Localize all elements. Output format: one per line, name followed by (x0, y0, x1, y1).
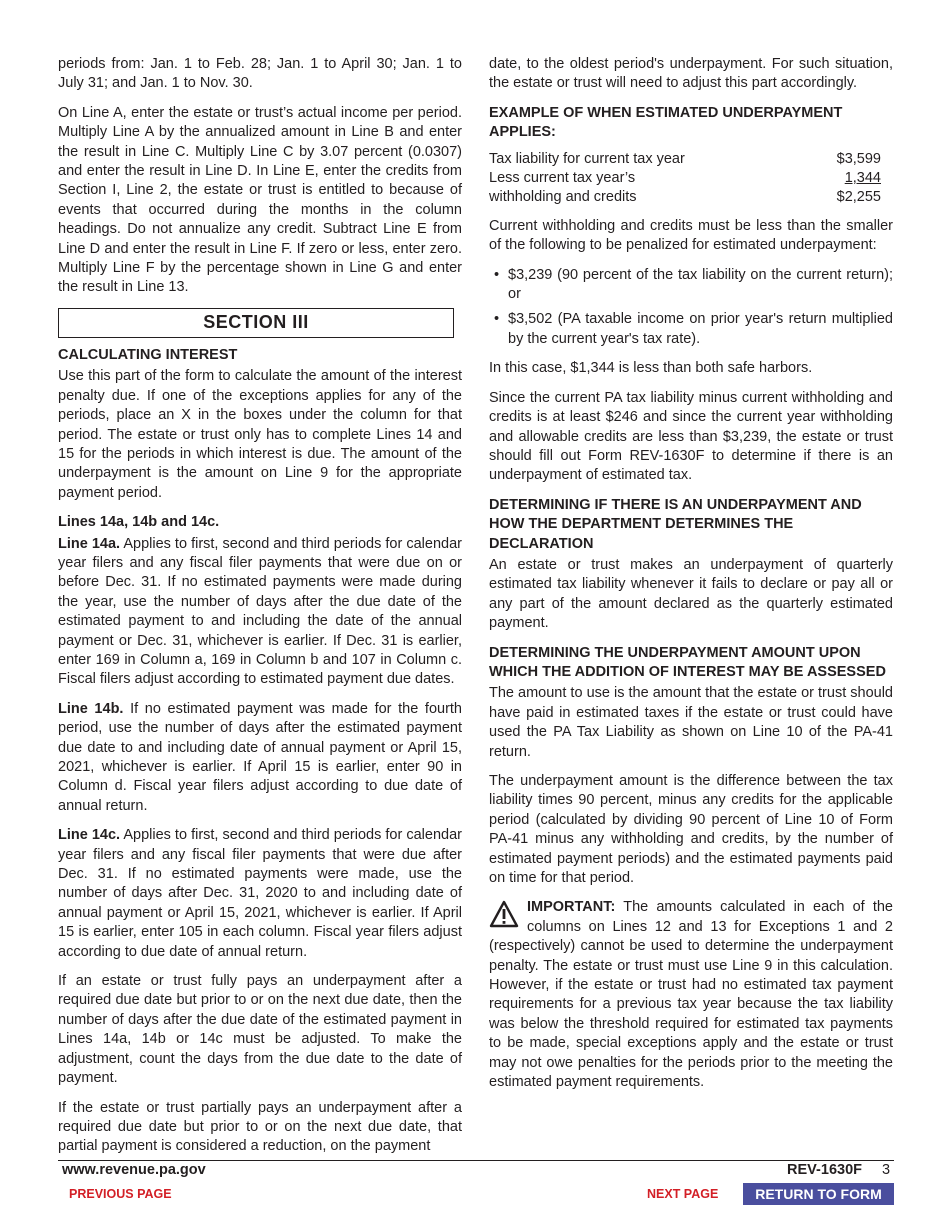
example-label: withholding and credits (489, 189, 637, 206)
intro-paragraph-2: On Line A, enter the estate or trust’s actual income per period. Multiply Line A by the annualized amount in Line B and enter the result in Line C. Multiply Line C by 3.07 percent (0.0307) and enter the result in Line D. In Line E, enter the credits from Section I, Line 2, the estate or trust is entitled to because of events that occurred during the months in the column headings. Do not annualize any credit. Subtract Line E from Line D and enter the result in Line F. If zero or less, enter zero. Multiply Line F by the percentage shown in Line G and enter the result in Line 13. (58, 104, 462, 296)
return-to-form-button[interactable]: RETURN TO FORM (743, 1183, 894, 1205)
since-paragraph: Since the current PA tax liability minus current withholding and credits is at least $246 and since the current year withholding and allowable credits are less than $3,239, the estate or trust should fill out Form REV-1630F to determine if there is an underpayment of estimated tax. (489, 389, 893, 484)
calculating-interest-paragraph: Use this part of the form to calculate the amount of the interest penalty due. If one of the exceptions applies for any of the periods, place an X in the boxes under the column for that period. The estate or trust only has to complete Lines 14 and 15 for the periods in which interest is due. The amount of the underpayment is the amount on Line 9 for the appropriate payment period. (58, 368, 462, 501)
underpayment-amount-paragraph-1: The amount to use is the amount that the estate or trust should have paid in estimated taxes if the estate or trust could have used the PA Tax Liability as shown on Line 10 of the PA-41 return. (489, 685, 893, 760)
line-14a-label: Line 14a. (58, 535, 121, 552)
example-table (489, 150, 881, 208)
lines-14-heading: Lines 14a, 14b and 14c. (58, 514, 220, 531)
fully-pays-paragraph: If an estate or trust fully pays an underpayment after a required due date but prior to or on the next due date, then the number of days after the due date of the estimated payment in Lines 14a, 14b or 14c must be adjusted. To make the adjustment, count the days from the due date to the date of payment. (58, 973, 462, 1087)
important-note (489, 898, 893, 1092)
list-item-text: $3,502 (PA taxable income on prior year's return multiplied by the current year's tax rate). (508, 311, 893, 347)
footer-divider (58, 1160, 894, 1161)
next-page-link[interactable]: NEXT PAGE (647, 1187, 719, 1201)
safe-harbor-list (489, 266, 893, 350)
form-id: REV-1630F (787, 1162, 862, 1178)
list-item (489, 310, 893, 349)
underpayment-amount-heading: DETERMINING THE UNDERPAYMENT AMOUNT UPON WHICH THE ADDITION OF INTEREST MAY BE ASSESSED (489, 644, 886, 680)
example-amount: 1,344 (844, 170, 881, 187)
line-14c-text: Applies to first, second and third periods for calendar year filers and any fiscal filer payments that were due after Dec. 31. If no estimated payments were made, use the number of days after Dec. 31, 2020 to and including date of annual payment or April 15, 2021, whichever is earlier. If April 15 is earlier, enter 105 in each column. Fiscal year filers adjust according to due date of annual return. (58, 827, 462, 960)
section-iii-title: SECTION III (58, 308, 454, 338)
warning-icon (489, 900, 519, 928)
bullet-icon: • (494, 311, 500, 328)
continuation-paragraph: date, to the oldest period's underpayment. For such situation, the estate or trust will need to adjust this part accordingly. (489, 56, 893, 92)
line-14b-label: Line 14b. (58, 700, 124, 717)
table-row (489, 169, 881, 188)
website-url: www.revenue.pa.gov (62, 1162, 206, 1178)
list-item (489, 266, 893, 305)
table-row (489, 150, 881, 169)
left-column (58, 55, 462, 1167)
intro-paragraph-1: periods from: Jan. 1 to Feb. 28; Jan. 1 to April 30; Jan. 1 to July 31; and Jan. 1 to Nov. 30. (58, 56, 462, 92)
bullet-icon: • (494, 266, 500, 283)
example-amount: $2,255 (836, 189, 881, 206)
example-heading: EXAMPLE OF WHEN ESTIMATED UNDERPAYMENT APPLIES: (489, 104, 843, 141)
case-paragraph: In this case, $1,344 is less than both safe harbors. (489, 360, 813, 377)
line-14c-paragraph (58, 826, 462, 962)
calculating-interest-heading: CALCULATING INTEREST (58, 346, 238, 363)
line-14a-paragraph (58, 535, 462, 690)
determining-heading: DETERMINING IF THERE IS AN UNDERPAYMENT AND HOW THE DEPARTMENT DETERMINES THE DECLARATION (489, 496, 862, 552)
example-label: Tax liability for current tax year (489, 150, 685, 167)
current-withholding-paragraph: Current withholding and credits must be less than the smaller of the following to be penalized for estimated underpayment: (489, 217, 893, 254)
example-amount: $3,599 (836, 150, 881, 167)
important-text: The amounts calculated in each of the columns on Lines 12 and 13 for Exceptions 1 and 2 (respectively) cannot be used to determine the underpayment penalty. The estate or trust must use Line 9 in this calculation. However, if the estate or trust had no estimated tax payment requirements for a previous tax year because the tax liability was below the threshold required for estimated tax payments to be made, special exceptions apply and the estate or trust may not owe penalties for the periods prior to the meeting the estimated payment requirements. (489, 899, 893, 1091)
determining-paragraph: An estate or trust makes an underpayment of quarterly estimated tax liability whenever it fails to declare or pay all or any part of the amount declared as the quarterly estimated payment. (489, 556, 893, 632)
line-14b-paragraph (58, 700, 462, 816)
underpayment-amount-paragraph-2: The underpayment amount is the difference between the tax liability times 90 percent, minus any credits for the applicable period (calculated by dividing 90 percent of Line 10 of Form PA-41 minus any withholding and credits, by the number of estimated payment periods) and the estimated payments paid on time for that period. (489, 773, 893, 887)
previous-page-link[interactable]: PREVIOUS PAGE (69, 1187, 172, 1201)
line-14b-text: If no estimated payment was made for the fourth period, use the number of days after the estimated payment due date to and including date of annual payment or April 15, 2021, whichever is earlier. If April 15 is earlier, enter 90 in Column d. Fiscal year filers adjust according to due date of annual return. (58, 700, 462, 814)
important-label: IMPORTANT: (527, 899, 616, 916)
table-row (489, 188, 881, 207)
partially-pays-paragraph: If the estate or trust partially pays an underpayment after a required due date but prior to or on the next due date, that partial payment is considered a reduction, on the payment (58, 1099, 462, 1155)
list-item-text: $3,239 (90 percent of the tax liability on the current return); or (508, 266, 893, 303)
line-14a-text: Applies to first, second and third periods for calendar year filers and any fiscal filer payments that were due on or before Dec. 31. If no estimated payments were made during the year, use the number of days after the due date of the estimated payment to and including the date of the annual payment or Dec. 31, whichever is earlier. If Dec. 31 is earlier, enter 169 in Column a, 169 in Column b and 107 in Column c. Fiscal filers adjust according to estimated payment due dates. (58, 535, 462, 688)
right-column (489, 55, 893, 1093)
example-label: Less current tax year’s (489, 170, 636, 187)
line-14c-label: Line 14c. (58, 827, 121, 844)
page-number: 3 (882, 1162, 891, 1178)
